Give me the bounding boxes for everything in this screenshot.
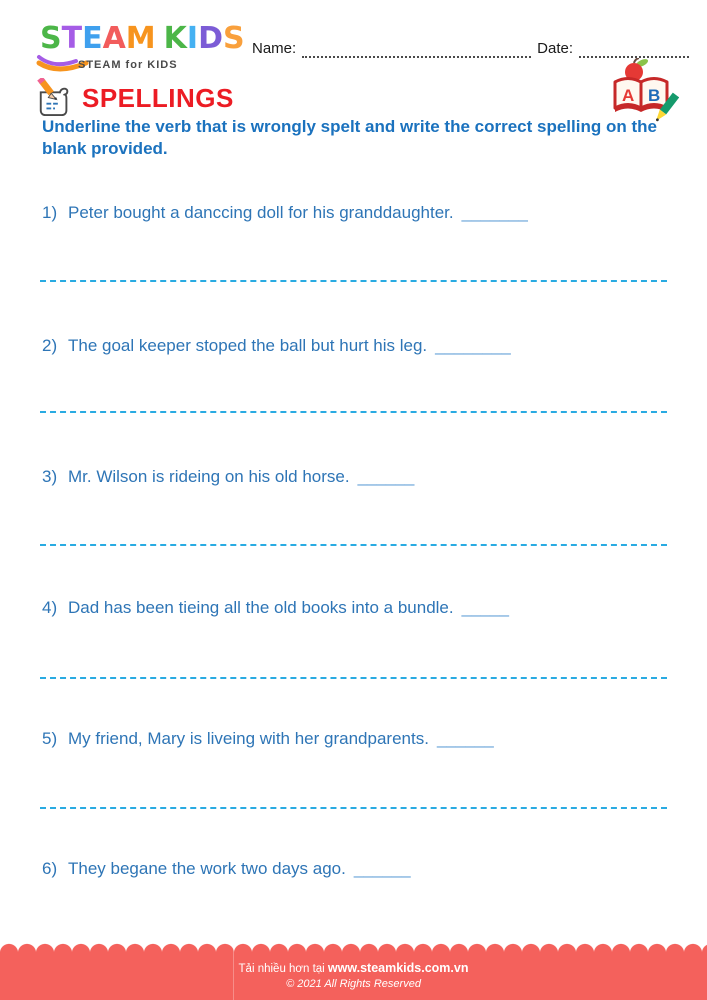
separator-line [40, 411, 667, 413]
question-text: Mr. Wilson is rideing on his old horse. [68, 467, 350, 486]
answer-blank[interactable]: ______ [357, 467, 415, 486]
question-number: 4) [42, 598, 58, 617]
instructions-line-2: blank provided. [42, 139, 168, 158]
abc-book-icon [607, 58, 679, 124]
answer-blank[interactable]: _____ [461, 598, 509, 617]
answer-blank[interactable]: ______ [436, 729, 494, 748]
footer-divider [233, 946, 234, 1000]
logo-letter: I [186, 21, 199, 56]
logo-letter: E [82, 21, 103, 56]
footer-site-line [0, 961, 707, 975]
logo-letter: T [61, 21, 83, 56]
question-row-5 [42, 729, 494, 749]
logo-letter: A [102, 21, 126, 56]
logo-letter: S [40, 21, 62, 56]
title-row [36, 78, 234, 118]
instructions [42, 116, 687, 160]
logo-letter: K [163, 21, 187, 56]
question-row-4 [42, 598, 509, 618]
steam-kids-logo [40, 21, 250, 71]
question-text: The goal keeper stoped the ball but hurt his leg. [68, 336, 428, 355]
question-number: 6) [42, 859, 58, 878]
question-text: They begane the work two days ago. [68, 859, 346, 878]
page-title: SPELLINGS [82, 82, 234, 113]
question-number: 5) [42, 729, 58, 748]
name-label: Name: [252, 40, 297, 57]
logo-letter: M [125, 21, 156, 56]
logo-letter: S [222, 21, 245, 56]
question-row-1 [42, 203, 528, 223]
separator-line [40, 544, 667, 546]
footer-copyright: © 2021 All Rights Reserved [286, 978, 421, 990]
question-text: Dad has been tieing all the old books into a bundle. [68, 598, 454, 617]
svg-text:A: A [622, 86, 635, 105]
date-label: Date: [537, 40, 573, 57]
separator-line [40, 677, 667, 679]
instructions-line-1: Underline the verb that is wrongly spelt and write the correct spelling on the [42, 117, 657, 136]
answer-blank[interactable]: ________ [435, 336, 511, 355]
footer-site-prefix: Tải nhiều hơn tại [238, 963, 328, 975]
question-text: Peter bought a danccing doll for his granddaughter. [68, 203, 454, 222]
answer-blank[interactable]: _______ [461, 203, 528, 222]
question-number: 1) [42, 203, 58, 222]
name-blank-line[interactable] [302, 41, 531, 58]
pencil-paper-icon [36, 78, 74, 118]
date-blank-line[interactable] [579, 41, 689, 58]
footer-site-url[interactable]: www.steamkids.com.vn [327, 961, 469, 975]
separator-line [40, 280, 667, 282]
question-row-3 [42, 467, 414, 487]
page-footer [0, 952, 707, 1000]
logo-letter: D [198, 21, 223, 56]
logo-subtitle: STEAM for KIDS [78, 59, 178, 71]
logo-wordmark [40, 21, 250, 56]
answer-blank[interactable]: ______ [353, 859, 411, 878]
question-number: 3) [42, 467, 58, 486]
separator-line [40, 807, 667, 809]
name-date-row [252, 40, 695, 58]
question-row-2 [42, 336, 511, 356]
question-row-6 [42, 859, 411, 879]
svg-text:B: B [648, 86, 661, 105]
question-number: 2) [42, 336, 58, 355]
question-text: My friend, Mary is liveing with her grandparents. [68, 729, 429, 748]
scallop-edge [0, 943, 707, 953]
